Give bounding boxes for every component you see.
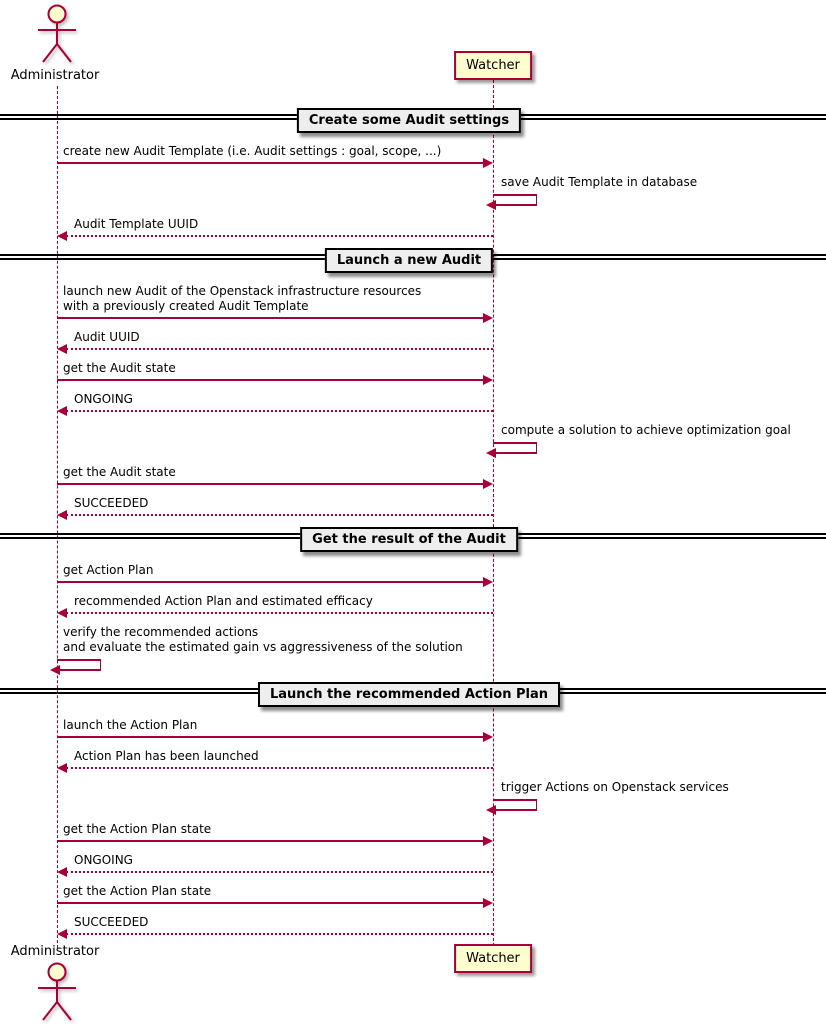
self-loop-side <box>536 442 538 452</box>
self-loop-top <box>493 799 537 801</box>
message-label: Audit Template UUID <box>74 217 199 231</box>
arrow-head-icon <box>483 313 493 323</box>
message-label: Audit UUID <box>74 330 140 344</box>
watcher-participant-bottom: Watcher <box>454 944 532 973</box>
return-arrow-line <box>66 933 493 935</box>
message-arrow-line <box>57 483 484 485</box>
message-arrow-line <box>57 840 484 842</box>
administrator-name-bottom: Administrator <box>10 944 100 959</box>
self-loop-bottom <box>59 669 101 671</box>
self-loop-top <box>493 194 537 196</box>
section-divider: Launch the recommended Action Plan <box>258 682 560 707</box>
arrow-head-icon <box>57 867 67 877</box>
arrow-head-icon <box>483 732 493 742</box>
message-label: get the Audit state <box>63 361 176 375</box>
message-label: create new Audit Template (i.e. Audit settings : goal, scope, ...) <box>63 144 442 158</box>
self-message-label: save Audit Template in database <box>501 175 698 189</box>
section-divider: Get the result of the Audit <box>300 527 518 552</box>
return-arrow-line <box>66 612 493 614</box>
message-arrow-line <box>57 736 484 738</box>
message-label: with a previously created Audit Template <box>63 299 309 313</box>
message-arrow-line <box>57 162 484 164</box>
arrow-head-icon <box>486 200 496 210</box>
message-arrow-line <box>57 581 484 583</box>
arrow-head-icon <box>57 510 67 520</box>
section-divider: Create some Audit settings <box>297 108 521 133</box>
self-message-label: compute a solution to achieve optimization goal <box>501 423 791 437</box>
message-arrow-line <box>57 379 484 381</box>
arrow-head-icon <box>57 344 67 354</box>
self-loop-side <box>100 659 102 669</box>
message-label: Action Plan has been launched <box>74 749 259 763</box>
self-loop-top <box>493 442 537 444</box>
return-arrow-line <box>66 235 493 237</box>
self-loop-bottom <box>495 452 537 454</box>
watcher-participant-top: Watcher <box>454 51 532 80</box>
self-message-label: and evaluate the estimated gain vs aggressiveness of the solution <box>63 640 463 654</box>
message-label: get the Action Plan state <box>63 822 212 836</box>
message-arrow-line <box>57 902 484 904</box>
message-label: ONGOING <box>74 392 133 406</box>
self-loop-side <box>536 799 538 809</box>
arrow-head-icon <box>57 608 67 618</box>
arrow-head-icon <box>486 805 496 815</box>
arrow-head-icon <box>483 836 493 846</box>
message-label: SUCCEEDED <box>74 496 149 510</box>
message-label: launch the Action Plan <box>63 718 198 732</box>
message-label: ONGOING <box>74 853 133 867</box>
self-loop-side <box>536 194 538 204</box>
arrow-head-icon <box>50 665 60 675</box>
message-label: get the Audit state <box>63 465 176 479</box>
administrator-name-top: Administrator <box>10 68 100 83</box>
administrator-actor-icon <box>35 4 79 66</box>
return-arrow-line <box>66 348 493 350</box>
return-arrow-line <box>66 871 493 873</box>
arrow-head-icon <box>57 929 67 939</box>
message-label: SUCCEEDED <box>74 915 149 929</box>
administrator-actor-icon-bottom <box>35 962 79 1024</box>
message-label: get the Action Plan state <box>63 884 212 898</box>
self-loop-top <box>57 659 101 661</box>
self-message-label: trigger Actions on Openstack services <box>501 780 729 794</box>
arrow-head-icon <box>483 898 493 908</box>
arrow-head-icon <box>483 479 493 489</box>
return-arrow-line <box>66 514 493 516</box>
arrow-head-icon <box>483 158 493 168</box>
arrow-head-icon <box>483 375 493 385</box>
self-message-label: verify the recommended actions <box>63 625 259 639</box>
return-arrow-line <box>66 767 493 769</box>
arrow-head-icon <box>486 448 496 458</box>
message-label: recommended Action Plan and estimated efficacy <box>74 594 373 608</box>
self-loop-bottom <box>495 204 537 206</box>
section-divider: Launch a new Audit <box>325 248 493 273</box>
arrow-head-icon <box>57 406 67 416</box>
message-label: launch new Audit of the Openstack infrastructure resources <box>63 284 422 298</box>
message-arrow-line <box>57 317 484 319</box>
arrow-head-icon <box>483 577 493 587</box>
arrow-head-icon <box>57 763 67 773</box>
return-arrow-line <box>66 410 493 412</box>
arrow-head-icon <box>57 231 67 241</box>
self-loop-bottom <box>495 809 537 811</box>
message-label: get Action Plan <box>63 563 154 577</box>
